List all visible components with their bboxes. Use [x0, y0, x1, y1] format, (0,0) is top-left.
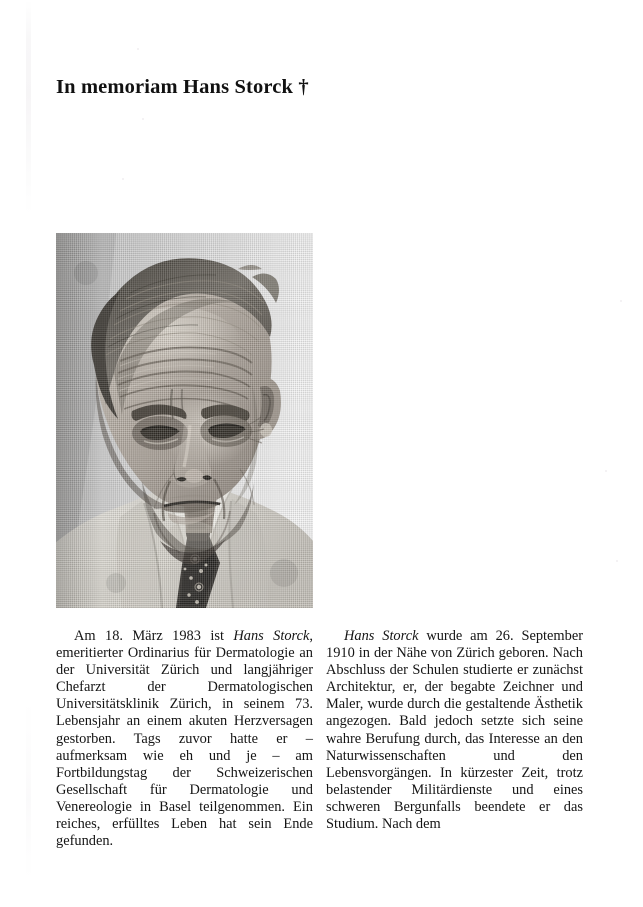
scan-speck: [616, 560, 618, 562]
left-column: [56, 628, 313, 850]
right-column-paragraph: Hans Storck wurde am 26. September 1910 in der Nähe von Zürich geboren. Nach Abschluss der Schulen studierte er zunächst Architektur, er, der begabte Zeichner und Maler, wurde durch die gestaltende Ästhetik angezogen. Bald jedoch setzte sich seine wahre Berufung durch, das Interesse an den Naturwissenschaften und den Lebensvorgängen. In kürzester Zeit, trotz belastender Militärdienste und eines schweren Bergunfalls beendete er das Studium. Nach dem: [326, 628, 583, 833]
scan-artifact-left-edge: [26, 0, 31, 907]
portrait-photo: [56, 233, 313, 608]
scan-speck: [142, 118, 144, 120]
right-column: [326, 628, 583, 850]
scan-speck: [137, 48, 139, 50]
scan-speck: [605, 470, 607, 472]
left-column-paragraph: Am 18. März 1983 ist Hans Storck, emeritierter Ordinarius für Dermatologie an der Universität Zürich und langjähriger Chefarzt der Dermatologischen Universitätsklinik Zürich, in seinem 73. Lebensjahr an einem akuten Herzversagen gestorben. Tags zuvor hatte er – aufmerksam wie eh und je – am Fortbildungstag der Schweizerischen Gesellschaft für Dermatologie und Venereologie in Basel teilgenommen. Ein reiches, erfülltes Leben hat sein Ende gefunden.: [56, 628, 313, 850]
body-text-columns: [56, 628, 592, 850]
scan-speck: [122, 178, 124, 180]
scan-speck: [620, 300, 622, 302]
page-title: In memoriam Hans Storck †: [56, 75, 309, 98]
